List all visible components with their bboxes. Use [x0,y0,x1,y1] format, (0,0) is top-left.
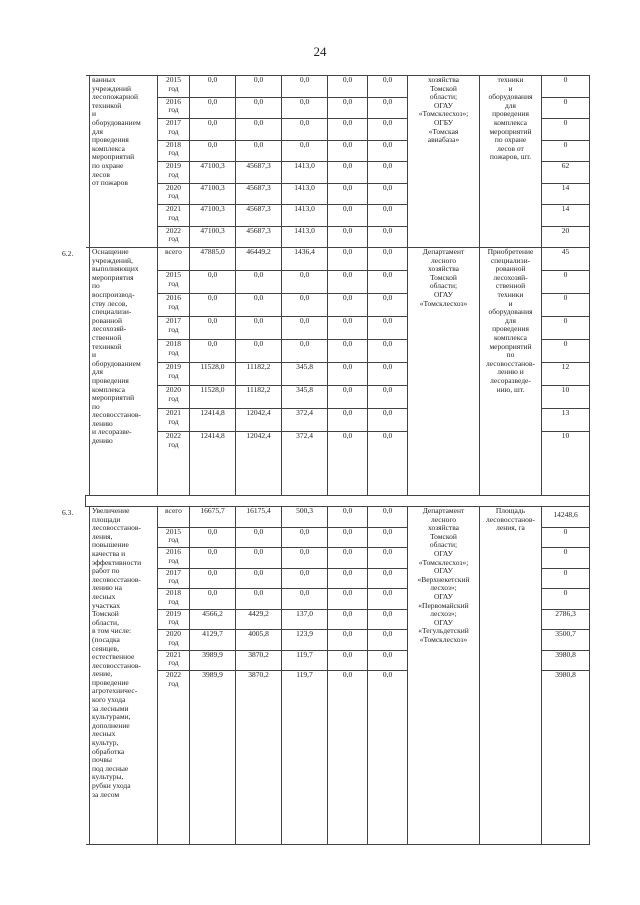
total-cell: 0,0 [190,589,236,610]
regional-budget-cell: 0,0 [282,317,328,340]
local-budget-cell: 0,0 [328,507,368,528]
indicator-value-cell: 10 [542,386,590,409]
federal-budget-cell: 4429,2 [236,609,282,630]
extra-budget-cell: 0,0 [368,317,408,340]
indicator-value-cell: 0 [542,119,590,141]
local-budget-cell: 0,0 [328,363,368,386]
indicator-cell: техники и оборудования для проведения комплекса мероприятий по охране лесов от пожаров, шт. [480,76,542,248]
local-budget-cell: 0,0 [328,183,368,205]
regional-budget-cell: 0,0 [282,76,328,98]
extra-budget-cell: 0,0 [368,609,408,630]
local-budget-cell: 0,0 [328,340,368,363]
total-cell: 0,0 [190,140,236,162]
local-budget-cell: 0,0 [328,317,368,340]
federal-budget-cell: 0,0 [236,294,282,317]
indicator-value-cell: 14248,6 [542,507,590,528]
extra-budget-cell: 0,0 [368,527,408,548]
indicator-value-cell: 0 [542,568,590,589]
local-budget-cell: 0,0 [328,119,368,141]
federal-budget-cell: 11182,2 [236,386,282,409]
local-budget-cell: 0,0 [328,609,368,630]
total-cell: 0,0 [190,548,236,569]
local-budget-cell: 0,0 [328,97,368,119]
regional-budget-cell: 0,0 [282,271,328,294]
local-budget-cell: 0,0 [328,386,368,409]
row-number-cell [86,507,90,845]
total-cell: 12414,8 [190,432,236,496]
federal-budget-cell: 0,0 [236,548,282,569]
indicator-value-cell: 3980,8 [542,650,590,671]
total-cell: 47100,3 [190,162,236,184]
total-cell: 0,0 [190,271,236,294]
extra-budget-cell: 0,0 [368,119,408,141]
indicator-value-cell: 0 [542,589,590,610]
regional-budget-cell: 0,0 [282,340,328,363]
federal-budget-cell: 0,0 [236,317,282,340]
local-budget-cell: 0,0 [328,409,368,432]
table-row [86,76,590,98]
federal-budget-cell: 3870,2 [236,650,282,671]
regional-budget-cell: 500,3 [282,507,328,528]
total-cell: 4129,7 [190,630,236,651]
regional-budget-cell: 0,0 [282,589,328,610]
federal-budget-cell: 12042,4 [236,409,282,432]
total-cell: 11528,0 [190,363,236,386]
local-budget-cell: 0,0 [328,162,368,184]
indicator-value-cell: 12 [542,363,590,386]
extra-budget-cell: 0,0 [368,589,408,610]
period-cell: 2019 год [158,162,190,184]
period-cell: 2015 год [158,271,190,294]
activity-name-cell: Увеличение площади лесовосстанов- ления, повышение качества и эффективности работ по лесовосстанов- лению на лесных участках Томской области, в том числе: (посадка сеянцев, естественное лесовосстанов- ление, проведение агротехничес- кого ухода за лесными культурами, дополнение лесных культур, обработка почвы под лесные культуры, рубки ухода за лесом [90,507,158,845]
federal-budget-cell: 0,0 [236,527,282,548]
extra-budget-cell: 0,0 [368,76,408,98]
indicator-value-cell: 10 [542,432,590,496]
table-row [86,507,590,528]
extra-budget-cell: 0,0 [368,294,408,317]
total-cell: 0,0 [190,527,236,548]
federal-budget-cell: 0,0 [236,340,282,363]
federal-budget-cell: 4005,8 [236,630,282,651]
indicator-value-cell: 0 [542,140,590,162]
extra-budget-cell: 0,0 [368,363,408,386]
gap-cell [86,496,590,507]
local-budget-cell: 0,0 [328,271,368,294]
page-number: 24 [313,44,327,59]
local-budget-cell: 0,0 [328,671,368,845]
indicator-value-cell: 0 [542,97,590,119]
total-cell: 47100,3 [190,226,236,248]
local-budget-cell: 0,0 [328,76,368,98]
federal-budget-cell: 0,0 [236,76,282,98]
total-cell: 0,0 [190,340,236,363]
federal-budget-cell: 45687,3 [236,205,282,227]
federal-budget-cell: 0,0 [236,97,282,119]
period-cell: 2016 год [158,548,190,569]
local-budget-cell: 0,0 [328,205,368,227]
period-cell: 2016 год [158,294,190,317]
period-cell: 2018 год [158,589,190,610]
period-cell: всего [158,507,190,528]
total-cell: 0,0 [190,294,236,317]
local-budget-cell: 0,0 [328,432,368,496]
total-cell: 0,0 [190,119,236,141]
executor-cell: хозяйства Томской области; ОГАУ «Томсклесхоз»; ОГБУ «Томская авиабаза» [408,76,480,248]
regional-budget-cell: 1436,4 [282,248,328,271]
activity-name-cell: Оснащение учреждений, выполняющих мероприятия по воспроизвод- ству лесов, специализи- рованной лесохозяй- ственной техникой и оборудованием для проведения комплекса мероприятий по лесовосстанов- лению и лесоразве- дению [90,248,158,496]
period-cell: всего [158,248,190,271]
period-cell: 2018 год [158,140,190,162]
indicator-value-cell: 13 [542,409,590,432]
period-cell: 2020 год [158,183,190,205]
federal-budget-cell: 45687,3 [236,162,282,184]
local-budget-cell: 0,0 [328,140,368,162]
period-cell: 2021 год [158,409,190,432]
total-cell: 12414,8 [190,409,236,432]
period-cell: 2017 год [158,119,190,141]
total-cell: 11528,0 [190,386,236,409]
table-row [86,248,590,271]
total-cell: 16675,7 [190,507,236,528]
period-cell: 2022 год [158,226,190,248]
federal-budget-cell: 3870,2 [236,671,282,845]
federal-budget-cell: 16175,4 [236,507,282,528]
regional-budget-cell: 345,8 [282,386,328,409]
local-budget-cell: 0,0 [328,294,368,317]
row-number-cell [86,76,90,248]
extra-budget-cell: 0,0 [368,432,408,496]
period-cell: 2021 год [158,650,190,671]
local-budget-cell: 0,0 [328,226,368,248]
indicator-cell: Приобретение специализи- рованной лесохозяй- ственной техники и оборудования для проведения комплекса мероприятий по лесовосстанов- лению и лесоразведе- нию, шт. [480,248,542,496]
extra-budget-cell: 0,0 [368,507,408,528]
extra-budget-cell: 0,0 [368,409,408,432]
total-cell: 3989,9 [190,671,236,845]
section-number: 6.2. [62,248,74,258]
total-cell: 3989,9 [190,650,236,671]
period-cell: 2020 год [158,386,190,409]
indicator-value-cell: 45 [542,248,590,271]
period-cell: 2015 год [158,76,190,98]
federal-budget-cell: 11182,2 [236,363,282,386]
period-cell: 2019 год [158,609,190,630]
federal-budget-cell: 45687,3 [236,183,282,205]
period-cell: 2019 год [158,363,190,386]
period-cell: 2016 год [158,97,190,119]
federal-budget-cell: 0,0 [236,568,282,589]
indicator-value-cell: 3980,8 [542,671,590,845]
row-number-cell [86,248,90,496]
extra-budget-cell: 0,0 [368,386,408,409]
section-gap [86,496,590,507]
regional-budget-cell: 1413,0 [282,183,328,205]
period-cell: 2017 год [158,317,190,340]
indicator-value-cell: 20 [542,226,590,248]
regional-budget-cell: 1413,0 [282,205,328,227]
extra-budget-cell: 0,0 [368,162,408,184]
extra-budget-cell: 0,0 [368,205,408,227]
regional-budget-cell: 0,0 [282,97,328,119]
regional-budget-cell: 0,0 [282,294,328,317]
section-number: 6.3. [62,507,74,517]
program-activities-table [85,75,590,845]
regional-budget-cell: 0,0 [282,119,328,141]
total-cell: 4566,2 [190,609,236,630]
indicator-value-cell: 14 [542,205,590,227]
regional-budget-cell: 1413,0 [282,226,328,248]
regional-budget-cell: 123,9 [282,630,328,651]
indicator-value-cell: 2786,3 [542,609,590,630]
regional-budget-cell: 0,0 [282,568,328,589]
regional-budget-cell: 0,0 [282,548,328,569]
total-cell: 0,0 [190,97,236,119]
indicator-value-cell: 0 [542,317,590,340]
federal-budget-cell: 0,0 [236,119,282,141]
regional-budget-cell: 372,4 [282,432,328,496]
extra-budget-cell: 0,0 [368,226,408,248]
extra-budget-cell: 0,0 [368,140,408,162]
indicator-value-cell: 0 [542,548,590,569]
total-cell: 47100,3 [190,205,236,227]
local-budget-cell: 0,0 [328,568,368,589]
federal-budget-cell: 45687,3 [236,226,282,248]
extra-budget-cell: 0,0 [368,630,408,651]
extra-budget-cell: 0,0 [368,183,408,205]
regional-budget-cell: 345,8 [282,363,328,386]
total-cell: 0,0 [190,568,236,589]
indicator-value-cell: 14 [542,183,590,205]
local-budget-cell: 0,0 [328,527,368,548]
extra-budget-cell: 0,0 [368,671,408,845]
period-cell: 2022 год [158,671,190,845]
indicator-value-cell: 0 [542,294,590,317]
extra-budget-cell: 0,0 [368,548,408,569]
regional-budget-cell: 119,7 [282,671,328,845]
extra-budget-cell: 0,0 [368,271,408,294]
regional-budget-cell: 0,0 [282,140,328,162]
regional-budget-cell: 137,0 [282,609,328,630]
indicator-value-cell: 0 [542,527,590,548]
extra-budget-cell: 0,0 [368,340,408,363]
indicator-cell: Площадь лесовосстанов- ления, га [480,507,542,845]
federal-budget-cell: 0,0 [236,140,282,162]
indicator-value-cell: 0 [542,76,590,98]
extra-budget-cell: 0,0 [368,650,408,671]
extra-budget-cell: 0,0 [368,568,408,589]
executor-cell: Департамент лесного хозяйства Томской области; ОГАУ «Томсклесхоз» [408,248,480,496]
total-cell: 47100,3 [190,183,236,205]
total-cell: 0,0 [190,317,236,340]
indicator-value-cell: 3500,7 [542,630,590,651]
local-budget-cell: 0,0 [328,548,368,569]
total-cell: 0,0 [190,76,236,98]
local-budget-cell: 0,0 [328,589,368,610]
regional-budget-cell: 0,0 [282,527,328,548]
local-budget-cell: 0,0 [328,650,368,671]
table-body [86,76,590,845]
total-cell: 47885,0 [190,248,236,271]
period-cell: 2022 год [158,432,190,496]
federal-budget-cell: 12042,4 [236,432,282,496]
extra-budget-cell: 0,0 [368,97,408,119]
local-budget-cell: 0,0 [328,630,368,651]
extra-budget-cell: 0,0 [368,248,408,271]
federal-budget-cell: 0,0 [236,271,282,294]
activity-name-cell: ванных учреждений лесопожарной техникой и оборудованием для проведения комплекса мероприятий по охране лесов от пожаров [90,76,158,248]
period-cell: 2017 год [158,568,190,589]
indicator-value-cell: 0 [542,271,590,294]
period-cell: 2021 год [158,205,190,227]
regional-budget-cell: 1413,0 [282,162,328,184]
federal-budget-cell: 46449,2 [236,248,282,271]
period-cell: 2015 год [158,527,190,548]
period-cell: 2020 год [158,630,190,651]
regional-budget-cell: 119,7 [282,650,328,671]
regional-budget-cell: 372,4 [282,409,328,432]
executor-cell: Департамент лесного хозяйства Томской области; ОГАУ «Томсклесхоз»; ОГАУ «Верхнекетский лесхоз»; ОГАУ «Первомайский лесхоз»; ОГАУ «Тегульдетский «Томсклесхоз» [408,507,480,845]
indicator-value-cell: 62 [542,162,590,184]
local-budget-cell: 0,0 [328,248,368,271]
period-cell: 2018 год [158,340,190,363]
federal-budget-cell: 0,0 [236,589,282,610]
indicator-value-cell: 0 [542,340,590,363]
